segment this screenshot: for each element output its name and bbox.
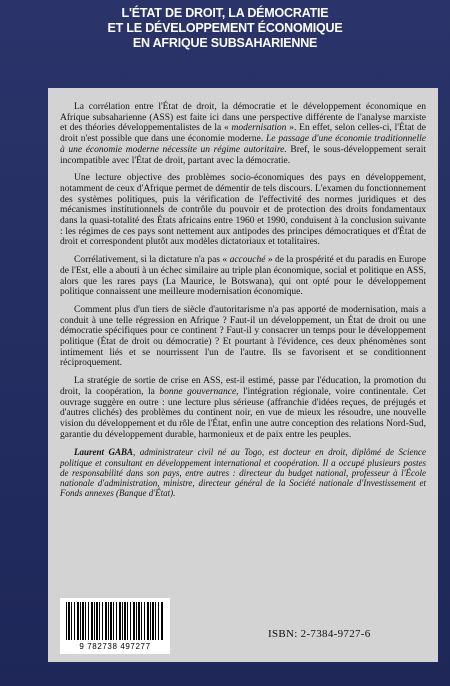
author-name: Laurent GABA — [74, 447, 134, 458]
title-line: EN AFRIQUE SUBSAHARIENNE — [132, 36, 318, 50]
blurb-panel — [48, 88, 438, 662]
title-line: L'ÉTAT DE DROIT, LA DÉMOCRATIE — [121, 6, 329, 20]
paragraph: Comment plus d'un tiers de siècle d'autoritarisme n'a pas apporté de modernisation, mais a conduit à une telle régression en Afrique ? Faut-il un développement, un État de droit ou une démocratie spécifiques pour ce continent ? Faut-il y consacrer un temps pour le développement politique (État de droit ou démocratie) ? Et pourtant à l'évidence, ces deux phénomènes sont intimement liés et se nourrissent l'un de l'autre. Ils se favorisent et se conditionnent réciproquement. — [60, 304, 426, 369]
paragraph: Corrélativement, si la dictature n'a pas « accouché » de la prospérité et du paradis en Europe de l'Est, elle a abouti à un échec similaire au triple plan économique, social et politique en ASS, alors que les rares pays (La Maurice, le Botswana), qui ont opté pour le développement politique connaissent une meilleure modernisation économique. — [60, 255, 426, 298]
barcode-bars — [66, 602, 164, 640]
author-bio: Laurent GABA, administrateur civil né au Togo, est docteur en droit, diplômé de Science politique et consultant en développement international et coopération. Il a occupé plusieurs postes de responsabilité dans son pays, entre autres : directeur du budget national, professeur à l'École nationale d'administration, ministre, directeur général de la Société nationale d'Investissement et Fonds annexes (Banque d'État). — [60, 447, 426, 499]
title-line: ET LE DÉVELOPPEMENT ÉCONOMIQUE — [107, 21, 343, 35]
paragraph: La corrélation entre l'État de droit, la démocratie et le développement économique en Afrique subsaharienne (ASS) est faite ici dans une perspective différente de l'analyse marxiste et des théories développementalistes de la « modernisation ». En effet, selon celles-ci, l'État de droit n'est possible que dans une économie moderne. Le passage d'une économie traditionnelle à une économie moderne nécessite un régime autoritaire. Bref, le sous-développement serait incompatible avec l'État de droit, partant avec la démocratie. — [60, 102, 427, 166]
paragraph: La stratégie de sortie de crise en ASS, est-il estimé, passe par l'éducation, la promotion du droit, la coopération, la bonne gouvernance, l'intégration régionale, voire continentale. Cet ouvrage suggère en outre : une lecture plus sérieuse (affranchie d'idées reçues, de préjugés et d'autres clichés) des problèmes du continent noir, en vue de mieux les résoudre, une nouvelle vision du développement et du rôle de l'État, enfin une autre conception des relations Nord-Sud, garantie du développement durable, harmonieux et de paix entre les peuples. — [60, 376, 427, 440]
barcode — [60, 598, 170, 654]
isbn: ISBN: 2-7384-9727-6 — [268, 628, 371, 640]
barcode-digits: 9 782738 497277 — [79, 642, 151, 651]
paragraph: Une lecture objective des problèmes socio-économiques des pays en développement, notamment de ceux d'Afrique permet de démentir de tels discours. L'examen du fonctionnement des systèmes politiques, puis la vérification de l'effectivité des normes juridiques et des mécanismes institutionnels de contrôle du pouvoir et de protection des droits fondamentaux dans la quasi-totalité des États africains entre 1960 et 1990, conduisent à la conclusion suivante : les régimes de ces pays sont nettement aux antipodes des principes démocratiques et d'État de droit et correspondent plutôt aux modèles dictatoriaux et totalitaires. — [60, 173, 426, 248]
book-title — [0, 6, 450, 51]
